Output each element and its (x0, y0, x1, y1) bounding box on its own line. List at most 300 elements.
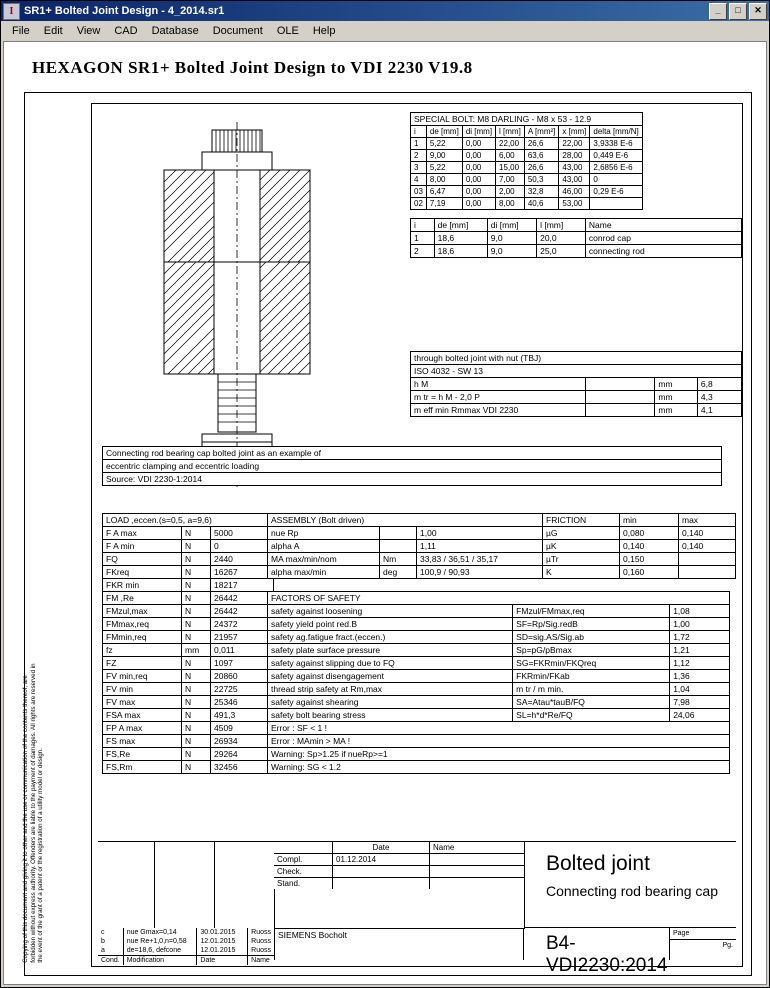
cell: 29264 (211, 748, 274, 761)
col-name: Name (430, 842, 525, 854)
table-row (103, 540, 274, 553)
cell: SF=Rp/Sig.redB (513, 618, 670, 631)
drawing-title-area (524, 842, 736, 928)
table-row (103, 618, 274, 631)
cell: 0,140 (679, 527, 736, 540)
cell: 15,00 (496, 162, 525, 174)
joint-title: through bolted joint with nut (TBJ) (411, 352, 742, 365)
cell: 491,3 (211, 709, 274, 722)
menu-item-cad[interactable]: CAD (114, 24, 138, 37)
table-row (543, 553, 736, 566)
cell: m eff min Rmmax VDI 2230 (411, 404, 586, 417)
cell: 4509 (211, 722, 274, 735)
cell: 0,080 (620, 527, 679, 540)
load-block (102, 513, 274, 774)
cell: 43,00 (559, 174, 590, 186)
title-bar (1, 1, 769, 21)
cell: FS max (103, 735, 182, 748)
table-row (268, 527, 544, 540)
revision-table-wrap (98, 928, 275, 964)
cell: N (182, 605, 211, 618)
table-row (411, 245, 742, 258)
table-row (411, 150, 643, 162)
table-row (268, 631, 730, 644)
cell: F A min (103, 540, 182, 553)
cell: b (101, 938, 105, 945)
cell: 1,11 (417, 540, 544, 553)
cell: 7,98 (670, 696, 730, 709)
cell: N (182, 722, 211, 735)
bolt-assembly-drawing (102, 112, 402, 502)
cell: 3 (411, 162, 427, 174)
bolt-drawing-svg (102, 112, 402, 502)
table-row (103, 566, 274, 579)
col-delta: delta [mm/N] (590, 126, 642, 138)
cell (333, 866, 430, 878)
drawing-number: B4-VDI2230:2014 (524, 928, 670, 960)
cell: FM ,Re (103, 592, 182, 605)
cell: MA max/min/nom (268, 553, 380, 566)
table-row (411, 391, 742, 404)
cell: 1 (411, 232, 435, 245)
cell: N (182, 748, 211, 761)
error-message-1: Error : SF < 1 ! (268, 722, 730, 735)
joint-table (410, 351, 742, 417)
table-row (103, 579, 274, 592)
cell: F A max (103, 527, 182, 540)
special-bolt-table (410, 112, 643, 210)
cell: Ruoss (248, 946, 274, 956)
cell: FMzul/FMmax,req (513, 605, 670, 618)
table-row (268, 540, 544, 553)
cell: Sp=pG/pBmax (513, 644, 670, 657)
page-cell (670, 928, 736, 960)
cell: SA=Atau*tauB/FQ (513, 696, 670, 709)
warning-message-1: Warning: Sp>1.25 if nueRp>=1 (268, 748, 730, 761)
table-row (103, 553, 274, 566)
cell: 2440 (211, 553, 274, 566)
sheet-header: HEXAGON SR1+ Bolted Joint Design to VDI 2230 V19.8 (32, 58, 473, 77)
cell: 0,449 E-6 (590, 150, 642, 162)
cell (430, 854, 525, 866)
window-controls (709, 3, 767, 20)
cell: 5,22 (426, 162, 462, 174)
table-row (411, 378, 742, 391)
cell: 2,6856 E-6 (590, 162, 642, 174)
cell: N (182, 618, 211, 631)
cell: 0,00 (462, 198, 495, 210)
cell: 0,00 (462, 138, 495, 150)
cell: 1 (411, 138, 427, 150)
cell: 18,6 (434, 232, 487, 245)
cell: N (182, 696, 211, 709)
cell: 4,1 (697, 404, 741, 417)
cell: 1,72 (670, 631, 730, 644)
cell: Nm (380, 553, 417, 566)
cell: 1,12 (670, 657, 730, 670)
cell: 22,00 (496, 138, 525, 150)
cell: Compl. (274, 854, 333, 866)
cell: 1097 (211, 657, 274, 670)
load-table (102, 513, 274, 774)
table-row (268, 644, 730, 657)
cell: 3,9338 E-6 (590, 138, 642, 150)
table-row (268, 566, 544, 579)
cell: 26,6 (524, 138, 559, 150)
drawing-title-line1: Bolted joint (546, 852, 650, 875)
cell: 5000 (211, 527, 274, 540)
menu-item-view[interactable]: View (76, 24, 101, 37)
col-name: Name (585, 219, 741, 232)
col-date: Date (333, 842, 430, 854)
col-x: x [mm] (559, 126, 590, 138)
cell: N (182, 709, 211, 722)
cell: h M (411, 378, 586, 391)
table-row (98, 928, 274, 937)
cell: 20,0 (537, 232, 586, 245)
cell: 03 (411, 186, 427, 198)
company-name: SIEMENS Bocholt (274, 928, 524, 960)
cell: FQ (103, 553, 182, 566)
cell (430, 878, 525, 890)
cell: 0,29 E-6 (590, 186, 642, 198)
assembly-title: ASSEMBLY (Bolt driven) (268, 514, 544, 527)
cell: 26442 (211, 605, 274, 618)
cell: 16267 (211, 566, 274, 579)
cell: 1,04 (670, 683, 730, 696)
cell (585, 391, 655, 404)
cell: N (182, 527, 211, 540)
notes-block (102, 446, 722, 486)
cell: nue Gmax=0,14 (123, 928, 197, 937)
cell: Stand. (277, 879, 301, 888)
cell: safety bolt bearing stress (268, 709, 513, 722)
cell: 22,00 (559, 138, 590, 150)
cell: 30.01.2015 (197, 928, 248, 937)
cell: 32456 (211, 761, 274, 774)
titleblock-blank-area (98, 842, 275, 929)
table-row (103, 592, 274, 605)
col-de: de [mm] (426, 126, 462, 138)
cell: FMzul,max (103, 605, 182, 618)
note-line-3: Source: VDI 2230-1:2014 (103, 473, 722, 486)
cell: safety ag.fatigue fract.(eccen.) (268, 631, 513, 644)
cell: 0 (590, 174, 642, 186)
col-l: l [mm] (537, 219, 586, 232)
cell: 9,00 (426, 150, 462, 162)
cell: safety plate surface pressure (268, 644, 513, 657)
special-bolt-title: SPECIAL BOLT: M8 DARLING - M8 x 53 - 12.9 (411, 113, 643, 126)
cell: 22725 (211, 683, 274, 696)
cell (380, 540, 417, 553)
safety-title: FACTORS OF SAFETY (268, 592, 730, 605)
friction-table (542, 513, 736, 579)
friction-col-max: max (679, 514, 736, 527)
table-row (274, 854, 524, 866)
table-row (103, 735, 274, 748)
cell: 9,0 (487, 232, 536, 245)
cell: alpha max/min (268, 566, 380, 579)
cell: SG=FKRmin/FKQreq (513, 657, 670, 670)
table-row (103, 605, 274, 618)
cell: connecting rod (585, 245, 741, 258)
cell: 1,08 (670, 605, 730, 618)
col-i: i (411, 126, 427, 138)
table-row (268, 709, 730, 722)
cell: 0 (211, 540, 274, 553)
menu-item-edit[interactable]: Edit (43, 24, 63, 37)
cell: 26,6 (524, 162, 559, 174)
cell: µG (543, 527, 620, 540)
cell: 20860 (211, 670, 274, 683)
document-client-area[interactable] (3, 41, 767, 985)
table-row (98, 956, 274, 966)
cell: 25346 (211, 696, 274, 709)
page-value: Pg. (722, 942, 733, 949)
sheet-inner-frame (91, 103, 743, 976)
error-message-2: Error : MAmin > MA ! (268, 735, 730, 748)
cell: FKreq (103, 566, 182, 579)
cell (585, 404, 655, 417)
cell: mm (182, 644, 211, 657)
cell: c (101, 929, 105, 936)
cell: 28,00 (559, 150, 590, 162)
cell: de=18,6, defcone (123, 946, 197, 956)
cell: 7,19 (426, 198, 462, 210)
cell: 46,00 (559, 186, 590, 198)
cell: mm (655, 404, 698, 417)
col-di: di [mm] (462, 126, 495, 138)
table-row (103, 631, 274, 644)
cell: 0,160 (620, 566, 679, 579)
table-row (103, 761, 274, 774)
cell: safety against disengagement (268, 670, 513, 683)
cell: 32,8 (524, 186, 559, 198)
cell: 1,36 (670, 670, 730, 683)
copyright-notice: Copying of this document and giving it to other and the use or communication of the contents thereof, are forbidden without express authority. Offenders are liable to the payment of damages. All rights are reserved in the event of the grant of a patent or the registration of a utility model or design. (22, 663, 45, 963)
cell: nue Re+1,0,n=0,58 (123, 937, 197, 946)
table-row (411, 174, 643, 186)
menu-item-ole[interactable]: OLE (276, 24, 299, 37)
table-row (103, 683, 274, 696)
cell: 1,00 (417, 527, 544, 540)
cell (585, 378, 655, 391)
cell: FMmax,req (103, 618, 182, 631)
cell: FV min (103, 683, 182, 696)
cell: SL=h*d*Re/FQ (513, 709, 670, 722)
safety-block (267, 591, 730, 774)
table-row (103, 527, 274, 540)
table-row (268, 605, 730, 618)
cell: 2 (411, 150, 427, 162)
cell: thread strip safety at Rm,max (268, 683, 513, 696)
page-label: Page (670, 928, 736, 940)
cell: N (182, 683, 211, 696)
cell: m tr / m min. (513, 683, 670, 696)
table-row (543, 527, 736, 540)
table-row (103, 748, 274, 761)
table-row (103, 696, 274, 709)
table-row (411, 162, 643, 174)
cell: 0,140 (679, 540, 736, 553)
cell: 9,0 (487, 245, 536, 258)
warning-message-2: Warning: SG < 1.2 (268, 761, 730, 774)
table-row (268, 657, 730, 670)
cell: N (182, 566, 211, 579)
safety-table (267, 591, 730, 774)
table-row (268, 696, 730, 709)
cell: N (182, 670, 211, 683)
cell: 0,00 (462, 150, 495, 162)
table-row (103, 644, 274, 657)
maximize-button[interactable]: □ (729, 3, 747, 20)
cell: 63,6 (524, 150, 559, 162)
cell: 0,00 (462, 162, 495, 174)
cell: FMmin,req (103, 631, 182, 644)
app-icon: I (3, 3, 20, 20)
cell: 12.01.2015 (197, 946, 248, 956)
cell: Ruoss (248, 937, 274, 946)
cell: safety against loosening (268, 605, 513, 618)
cell: FZ (103, 657, 182, 670)
col-a: A [mm²] (524, 126, 559, 138)
table-row (543, 566, 736, 579)
table-row (103, 709, 274, 722)
cell: 8,00 (496, 198, 525, 210)
table-row (98, 946, 274, 956)
table-row (103, 722, 274, 735)
menu-item-help[interactable]: Help (312, 24, 336, 37)
cell: 0,140 (620, 540, 679, 553)
cell: 21957 (211, 631, 274, 644)
cell: nue Rp (268, 527, 380, 540)
cell: N (182, 592, 211, 605)
cell: 2,00 (496, 186, 525, 198)
cell: FS,Re (103, 748, 182, 761)
cell: 33,83 / 36,51 / 35,17 (417, 553, 544, 566)
cell (679, 553, 736, 566)
cell: 12.01.2015 (197, 937, 248, 946)
table-row (103, 657, 274, 670)
cell: N (182, 631, 211, 644)
cell: conrod cap (585, 232, 741, 245)
col-de: de [mm] (434, 219, 487, 232)
menu-item-database[interactable]: Database (151, 24, 199, 37)
cell: 0,150 (620, 553, 679, 566)
table-row (268, 670, 730, 683)
note-line-2: eccentric clamping and eccentric loading (103, 460, 722, 473)
cell: 7,00 (496, 174, 525, 186)
minimize-button[interactable]: _ (709, 3, 727, 20)
cell: mm (655, 391, 698, 404)
drawing-sheet (10, 46, 762, 980)
cell: 4 (411, 174, 427, 186)
table-row (98, 937, 274, 946)
cell: 43,00 (559, 162, 590, 174)
cell: FS,Rm (103, 761, 182, 774)
cell: FKRmin/FKab (513, 670, 670, 683)
cell: 26442 (211, 592, 274, 605)
assembly-block (267, 513, 544, 579)
approval-grid (274, 842, 525, 929)
cell: FV max (103, 696, 182, 709)
cell: N (182, 540, 211, 553)
table-row (268, 618, 730, 631)
cell (333, 878, 430, 890)
col-l: l [mm] (496, 126, 525, 138)
cell: 1,00 (670, 618, 730, 631)
cell: 50,3 (524, 174, 559, 186)
table-row (411, 186, 643, 198)
cell (679, 566, 736, 579)
cell: 0,011 (211, 644, 274, 657)
cell: 8,00 (426, 174, 462, 186)
cell: 40,6 (524, 198, 559, 210)
cell: 01.12.2014 (333, 854, 430, 866)
cell (590, 198, 642, 210)
cell: Modification (123, 956, 197, 966)
menu-bar (1, 21, 769, 41)
cell: 02 (411, 198, 427, 210)
menu-item-file[interactable]: File (12, 24, 30, 37)
joint-subtitle: ISO 4032 - SW 13 (411, 365, 742, 378)
cell: FP A max (103, 722, 182, 735)
cell: N (182, 657, 211, 670)
cell: 26934 (211, 735, 274, 748)
cell: alpha A (268, 540, 380, 553)
window-title: SR1+ Bolted Joint Design - 4_2014.sr1 (24, 5, 225, 17)
cell: N (182, 579, 211, 592)
close-button[interactable]: ✕ (749, 3, 767, 20)
cell: µK (543, 540, 620, 553)
cell: Ruoss (248, 928, 274, 937)
cell: 53,00 (559, 198, 590, 210)
cell: mm (655, 378, 698, 391)
cell: FKR min (103, 579, 182, 592)
cell: m tr = h M - 2,0 P (411, 391, 586, 404)
cell: fz (103, 644, 182, 657)
col-i: i (411, 219, 435, 232)
cell: 24,06 (670, 709, 730, 722)
cell: deg (380, 566, 417, 579)
table-row (411, 232, 742, 245)
cell: 6,8 (697, 378, 741, 391)
cell: 2 (411, 245, 435, 258)
menu-item-document[interactable]: Document (212, 24, 263, 37)
cell: safety against shearing (268, 696, 513, 709)
cell: 1,21 (670, 644, 730, 657)
cell: 5,22 (426, 138, 462, 150)
table-row (543, 540, 736, 553)
friction-title: FRICTION (543, 514, 620, 527)
cell: 4,3 (697, 391, 741, 404)
table-row (103, 670, 274, 683)
cell: FSA max (103, 709, 182, 722)
friction-block (542, 513, 736, 579)
cell: N (182, 553, 211, 566)
cell: 0,00 (462, 186, 495, 198)
col-di: di [mm] (487, 219, 536, 232)
cell: FV min,req (103, 670, 182, 683)
cell: 25,0 (537, 245, 586, 258)
cell (380, 527, 417, 540)
joint-block (410, 351, 742, 417)
table-row (411, 138, 643, 150)
cell: N (182, 735, 211, 748)
title-block (98, 841, 736, 976)
cell: Date (197, 956, 248, 966)
revision-table (98, 928, 274, 965)
